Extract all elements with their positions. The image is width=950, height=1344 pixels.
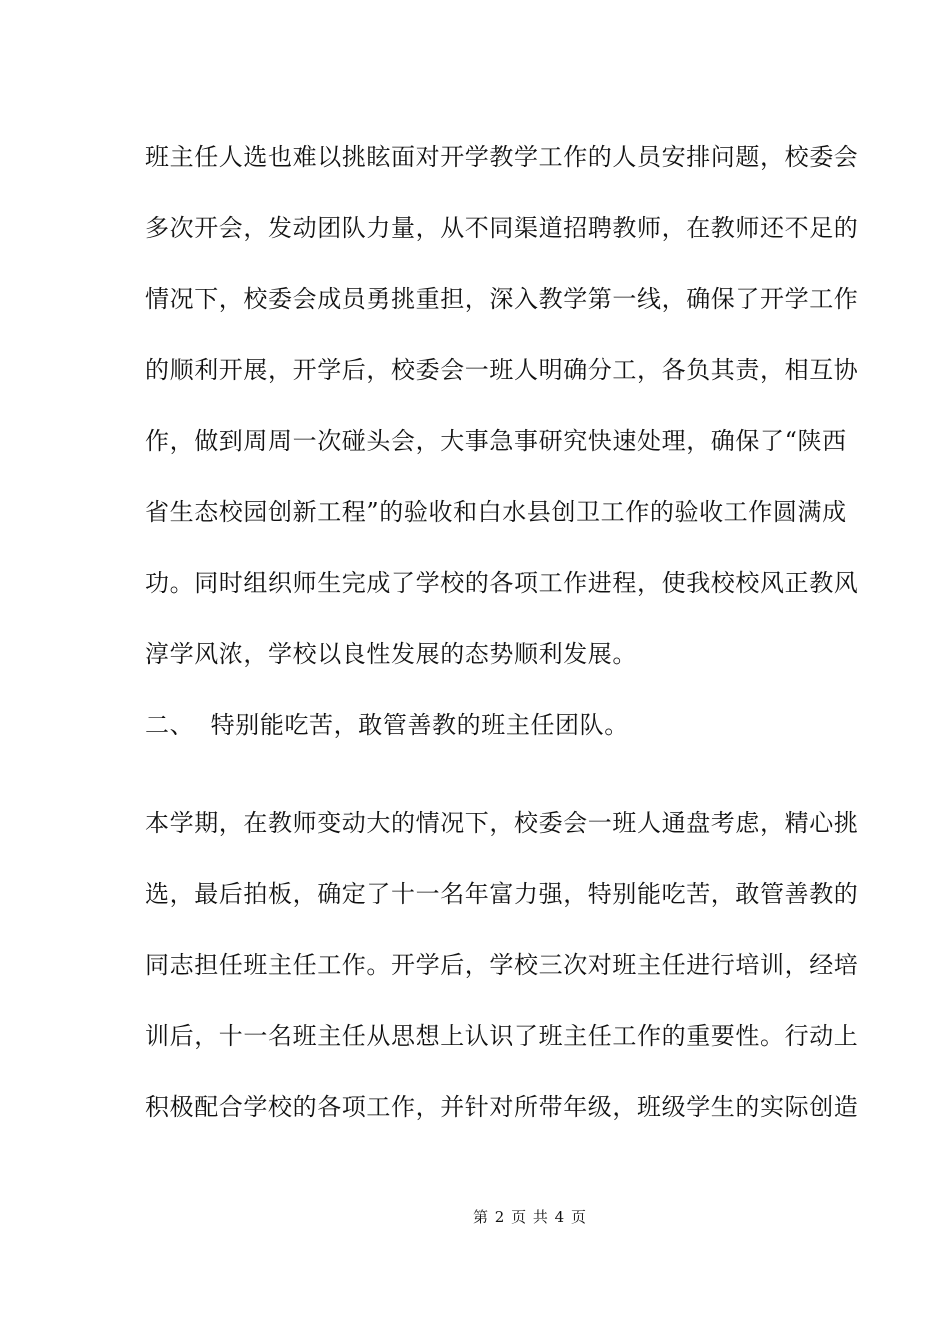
text-line-12: 同志担任班主任工作。开学后，学校三次对班主任进行培训，经培 bbox=[145, 951, 859, 979]
text-line-6: 省生态校园创新工程”的验收和白水县创卫工作的验收工作圆满成 bbox=[145, 498, 847, 526]
text-line-2: 多次开会，发动团队力量，从不同渠道招聘教师，在教师还不足的 bbox=[145, 214, 859, 242]
text-line-8: 淳学风浓，学校以良性发展的态势顺利发展。 bbox=[145, 640, 637, 668]
text-line-5: 作，做到周周一次碰头会，大事急事研究快速处理，确保了“陕西 bbox=[145, 427, 847, 455]
text-line-3: 情况下，校委会成员勇挑重担，深入教学第一线，确保了开学工作 bbox=[145, 285, 859, 313]
text-line-10: 本学期，在教师变动大的情况下，校委会一班人通盘考虑，精心挑 bbox=[145, 809, 859, 837]
text-line-14: 积极配合学校的各项工作，并针对所带年级，班级学生的实际创造 bbox=[145, 1093, 859, 1121]
text-line-13: 训后，十一名班主任从思想上认识了班主任工作的重要性。行动上 bbox=[145, 1022, 859, 1050]
section-heading: 二、 特别能吃苦，敢管善教的班主任团队。 bbox=[145, 711, 629, 739]
text-line-4: 的顺利开展，开学后，校委会一班人明确分工，各负其责，相互协 bbox=[145, 356, 859, 384]
text-line-11: 选，最后拍板，确定了十一名年富力强，特别能吃苦，敢管善教的 bbox=[145, 880, 859, 908]
text-line-7: 功。同时组织师生完成了学校的各项工作进程，使我校校风正教风 bbox=[145, 569, 859, 597]
page-footer: 第 2 页 共 4 页 bbox=[473, 1208, 587, 1226]
text-line-1: 班主任人选也难以挑眩面对开学教学工作的人员安排问题，校委会 bbox=[145, 143, 859, 171]
